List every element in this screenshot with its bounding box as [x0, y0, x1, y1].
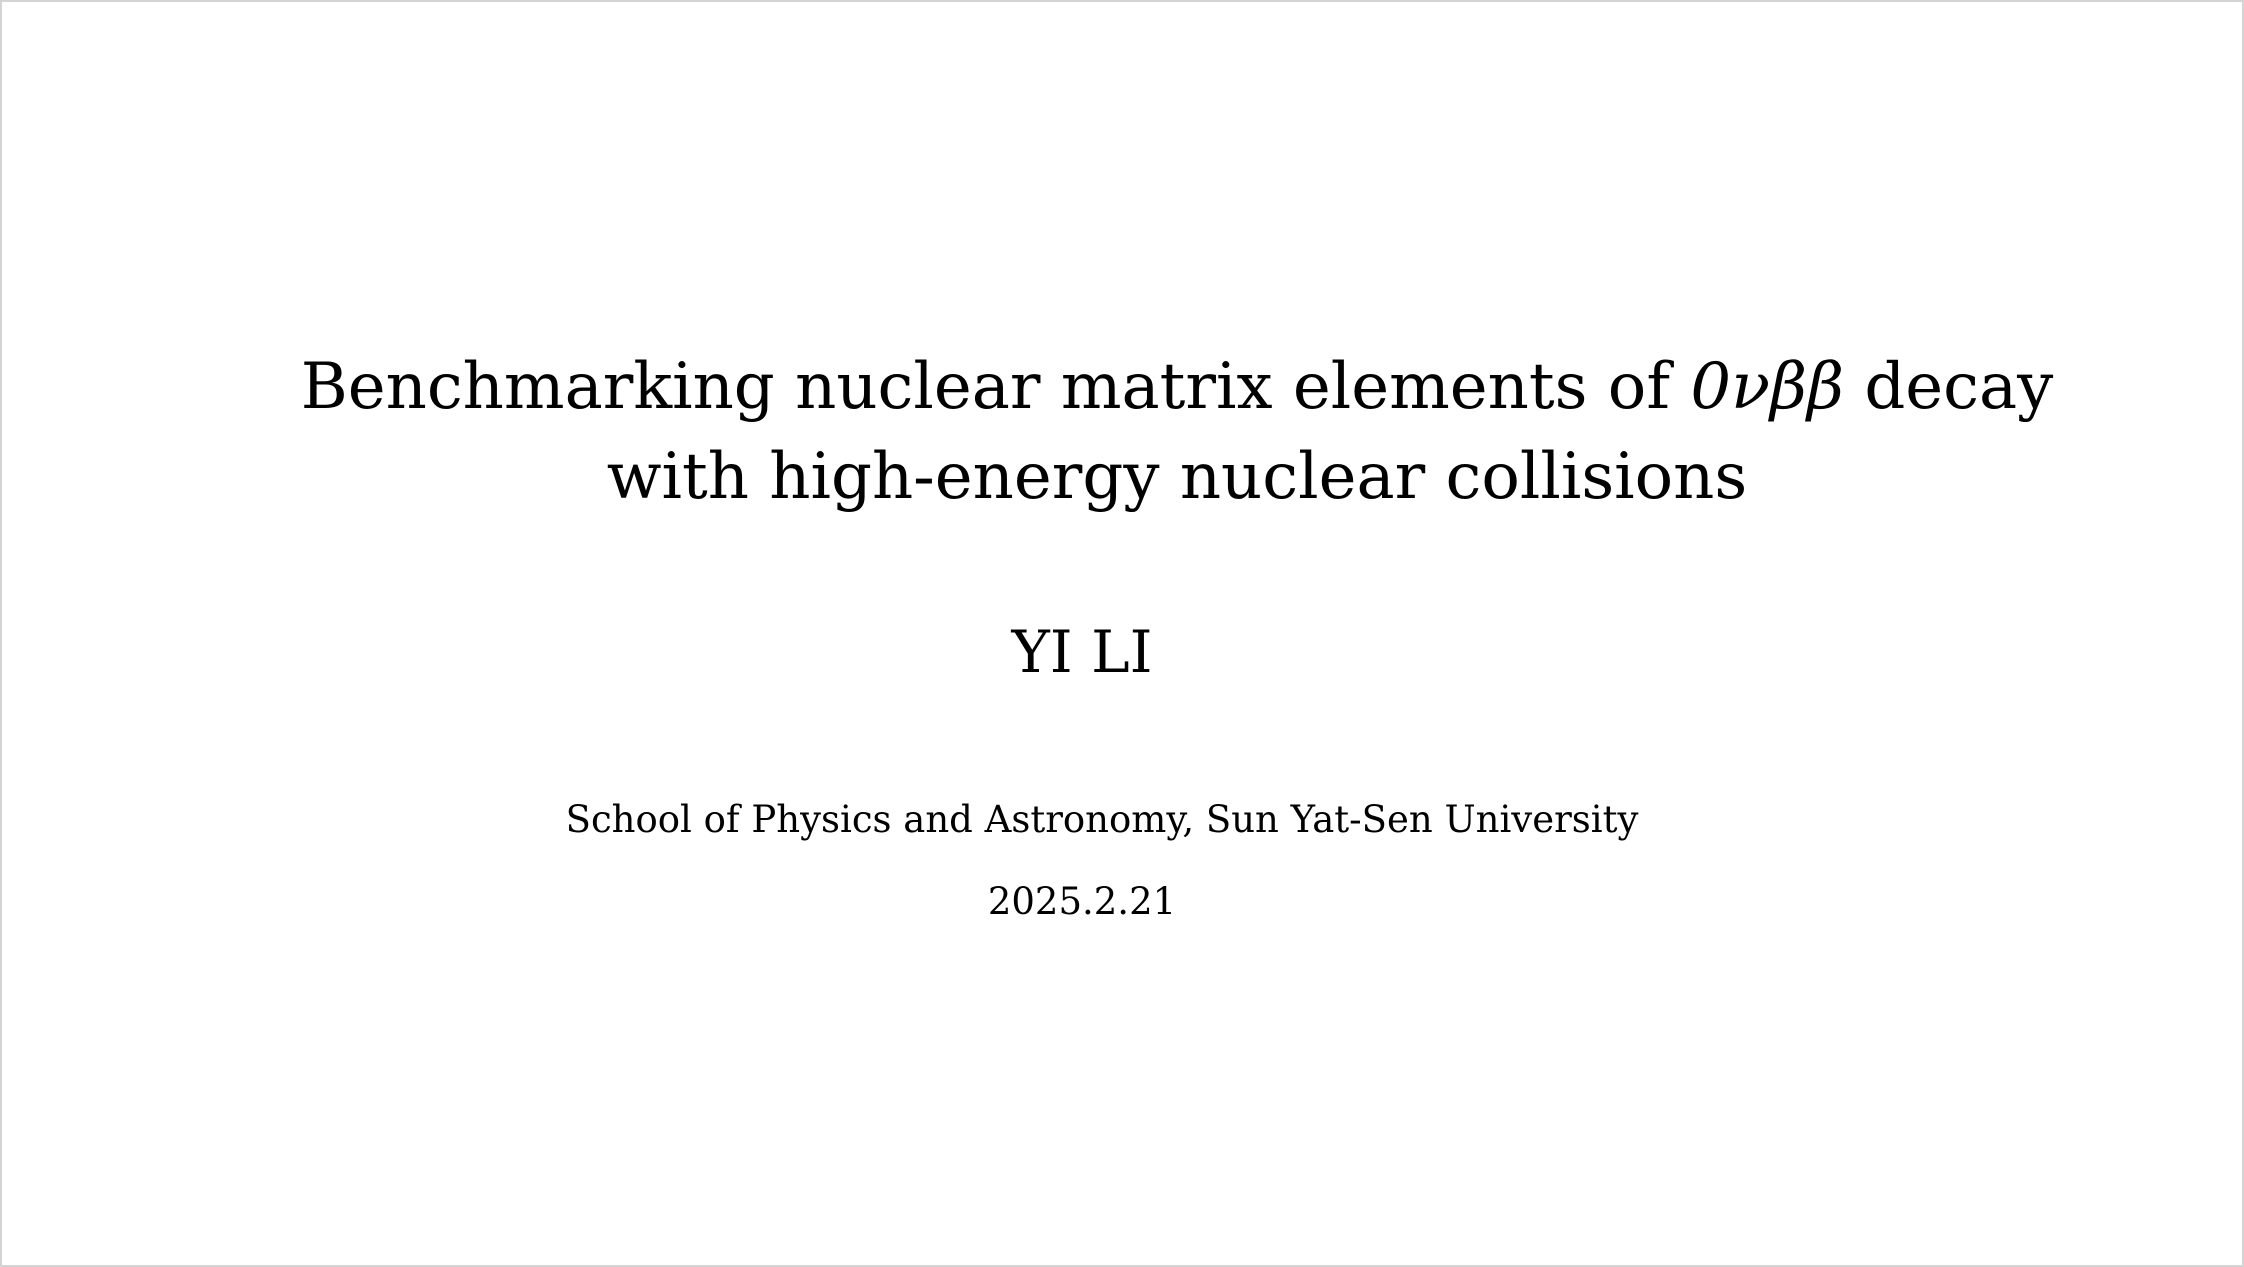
title-line-2: with high-energy nuclear collisions: [606, 440, 1748, 514]
slide-title: [262, 342, 2092, 522]
title-math-expression: 0νββ: [1690, 350, 1844, 424]
author-affiliation: School of Physics and Astronomy, Sun Yat-Sen University: [565, 798, 1639, 841]
title-prefix: Benchmarking nuclear matrix elements of: [300, 350, 1691, 424]
title-suffix: decay: [1843, 350, 2054, 424]
author-name: YI LI: [1011, 618, 1153, 686]
presentation-date: 2025.2.21: [987, 880, 1177, 923]
title-line-1: [262, 342, 2092, 432]
